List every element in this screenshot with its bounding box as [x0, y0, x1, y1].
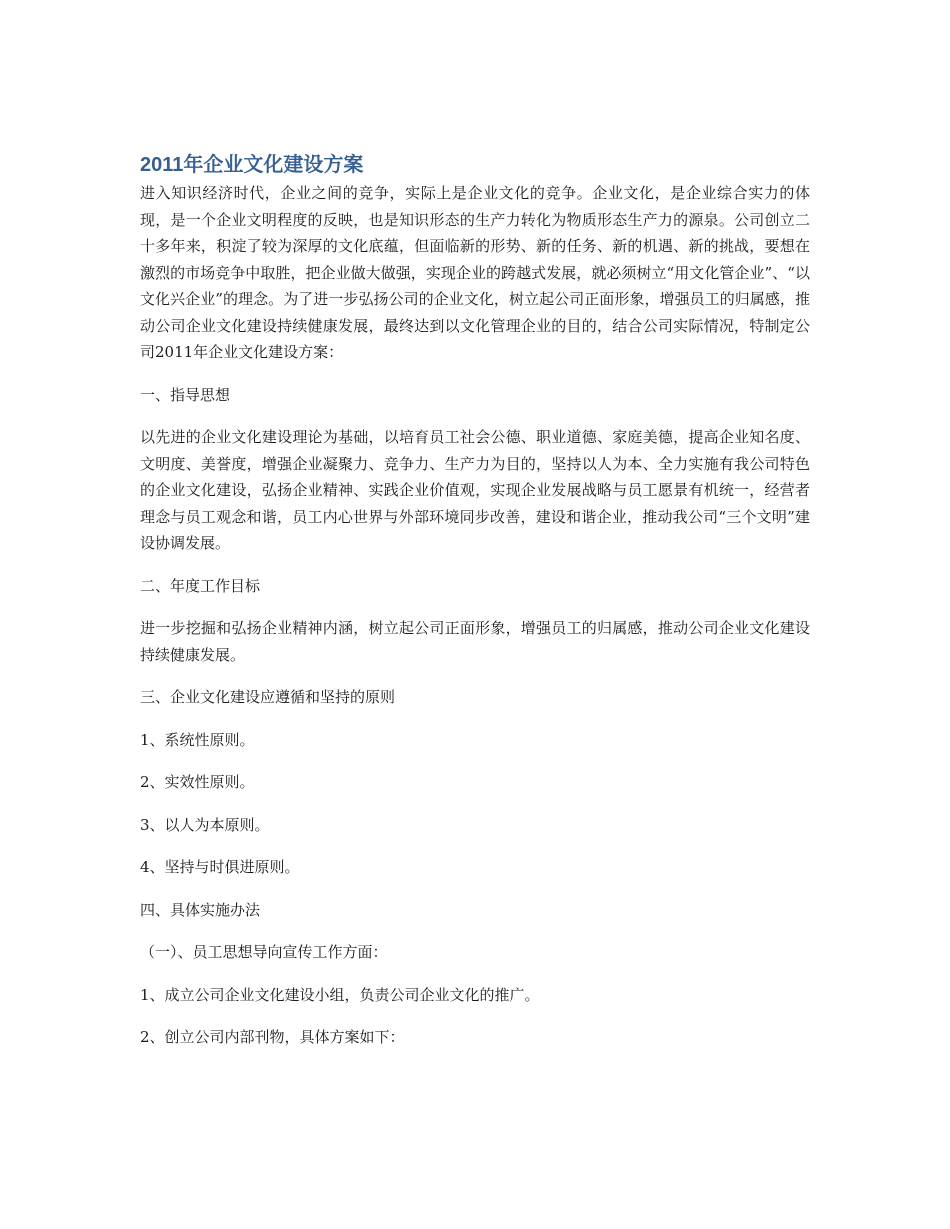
spacer: [140, 1008, 810, 1024]
spacer: [140, 881, 810, 897]
section-heading-annual-goals: 二、年度工作目标: [140, 576, 261, 595]
list-item-principle: 3、以人为本原则。: [140, 815, 270, 834]
list-item-measure: 1、成立公司企业文化建设小组，负责公司企业文化的推广。: [140, 985, 540, 1004]
spacer: [140, 557, 810, 573]
list-item-measure: 2、创立公司内部刊物，具体方案如下：: [140, 1028, 405, 1046]
list-item-principle: 2、实效性原则。: [140, 773, 255, 791]
subsection-heading-publicity: （一）、员工思想导向宣传工作方面：: [140, 943, 388, 961]
spacer: [140, 923, 810, 939]
list-item-principle: 4、坚持与时俱进原则。: [140, 858, 300, 876]
intro-paragraph: 进入知识经济时代，企业之间的竞争，实际上是企业文化的竞争。企业文化，是企业综合实力的体现，是一个企业文明程度的反映，也是知识形态的生产力转化为物质形态生产力的源泉。公司创立二十多年来，积淀了较为深厚的文化底蕴，但面临新的形势、新的任务、新的机遇、新的挑战，要想在激烈的市场竞争中取胜，把企业做大做强，实现企业的跨越式发展，就必须树立“用文化管企业”、“以文化兴企业”的理念。为了进一步弘扬公司的企业文化，树立起公司正面形象，增强员工的归属感，推动公司企业文化建设持续健康发展，最终达到以文化管理企业的目的，结合公司实际情况，特制定公司2011年企业文化建设方案：: [140, 184, 810, 361]
spacer: [140, 668, 810, 684]
document-page: [140, 150, 810, 1051]
section-body-guiding-ideology: 以先进的企业文化建设理论为基础，以培育员工社会公德、职业道德、家庭美德，提高企业知名度、文明度、美誉度，增强企业凝聚力、竞争力、生产力为目的，坚持以人为本、全力实施有我公司特色的企业文化建设，弘扬企业精神、实践企业价值观，实现企业发展战略与员工愿景有机统一，经营者理念与员工观念和谐，员工内心世界与外部环境同步改善，建设和谐企业，推动我公司“三个文明”建设协调发展。: [140, 428, 810, 552]
section-heading-implementation: 四、具体实施办法: [140, 900, 261, 919]
section-body-annual-goals: 进一步挖掘和弘扬企业精神内涵，树立起公司正面形象，增强员工的归属感，推动公司企业文化建设持续健康发展。: [140, 619, 810, 664]
document-title: 2011年企业文化建设方案: [140, 154, 364, 176]
spacer: [140, 408, 810, 424]
section-heading-guiding-ideology: 一、指导思想: [140, 385, 231, 404]
spacer: [140, 796, 810, 812]
spacer: [140, 966, 810, 982]
spacer: [140, 599, 810, 615]
spacer: [140, 711, 810, 727]
spacer: [140, 366, 810, 382]
spacer: [140, 753, 810, 769]
list-item-principle: 1、系统性原则。: [140, 730, 255, 749]
spacer: [140, 838, 810, 854]
section-heading-principles: 三、企业文化建设应遵循和坚持的原则: [140, 688, 396, 706]
